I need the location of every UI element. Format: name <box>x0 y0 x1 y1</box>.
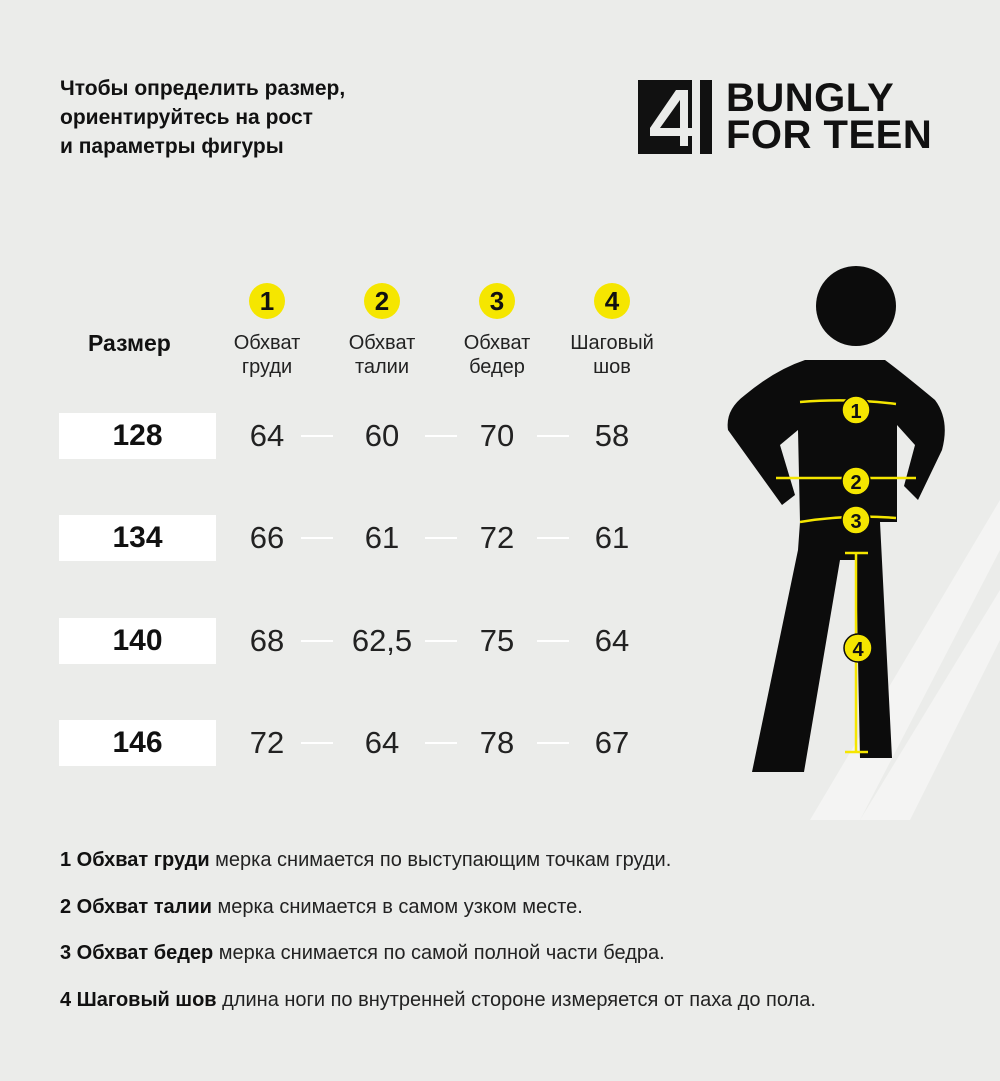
logo-line-1: BUNGLY <box>726 76 895 120</box>
column-header-line: Обхват <box>348 332 416 354</box>
column-header-hips <box>432 331 562 379</box>
column-header-line: Обхват <box>233 332 301 354</box>
logo-wordmark <box>726 76 933 157</box>
size-cell: 128 <box>59 413 216 459</box>
column-header-line: Обхват <box>463 332 531 354</box>
column-number-badge: 2 <box>364 283 400 319</box>
value-cell: 75 <box>479 623 515 658</box>
size-cell: 140 <box>59 618 216 664</box>
column-header-waist <box>317 331 447 379</box>
column-header-line: шов <box>593 356 631 378</box>
legend-item-inseam <box>60 987 816 1013</box>
legend-item-hips <box>60 940 665 966</box>
legend-text: мерка снимается в самом узком месте. <box>211 896 583 918</box>
legend-item-chest <box>60 847 671 873</box>
body-measurement-figure <box>700 260 1000 820</box>
intro-line-3: и параметры фигуры <box>60 135 284 158</box>
svg-text:3: 3 <box>850 511 862 533</box>
column-number-badge: 3 <box>479 283 515 319</box>
legend-text: мерка снимается по самой полной части бедра. <box>213 942 665 964</box>
svg-text:4: 4 <box>852 639 864 661</box>
value-cell: 64 <box>249 418 285 453</box>
column-header-chest <box>202 331 332 379</box>
figure-marker-4 <box>844 634 872 662</box>
column-number-badge: 1 <box>249 283 285 319</box>
size-column-header: Размер <box>88 330 171 356</box>
value-cell: 67 <box>594 725 630 760</box>
figure-marker-1 <box>842 396 870 424</box>
value-cell: 61 <box>364 520 400 555</box>
value-cell: 68 <box>249 623 285 658</box>
svg-text:2: 2 <box>850 472 862 494</box>
legend-term: 1 Обхват груди <box>60 849 210 871</box>
value-cell: 61 <box>594 520 630 555</box>
figure-head <box>816 266 896 346</box>
column-header-inseam <box>547 331 677 379</box>
legend-item-waist <box>60 894 583 920</box>
intro-line-1: Чтобы определить размер, <box>60 77 346 100</box>
column-number-badge: 4 <box>594 283 630 319</box>
figure-marker-3 <box>842 506 870 534</box>
intro-line-2: ориентируйтесь на рост <box>60 106 313 129</box>
legend-term: 3 Обхват бедер <box>60 942 214 964</box>
column-header-line: талии <box>354 356 410 378</box>
value-cell: 72 <box>479 520 515 555</box>
legend-text: мерка снимается по выступающим точкам груди. <box>209 849 672 871</box>
column-header-line: груди <box>241 356 293 378</box>
legend-term: 4 Шаговый шов <box>60 989 217 1011</box>
value-cell: 72 <box>249 725 285 760</box>
value-cell: 66 <box>249 520 285 555</box>
column-header-line: Шаговый <box>570 332 654 354</box>
value-cell: 64 <box>364 725 400 760</box>
column-header-line: бедер <box>469 356 525 378</box>
value-cell: 78 <box>479 725 515 760</box>
value-cell: 70 <box>479 418 515 453</box>
legend-term: 2 Обхват талии <box>60 896 212 918</box>
svg-text:1: 1 <box>850 401 862 423</box>
intro-text <box>60 74 480 161</box>
value-cell: 60 <box>364 418 400 453</box>
logo-four-mark <box>638 80 712 154</box>
value-cell: 64 <box>594 623 630 658</box>
logo-line-2: FOR TEEN <box>726 113 933 157</box>
figure-marker-2 <box>842 467 870 495</box>
value-cell: 62,5 <box>351 623 413 658</box>
size-cell: 134 <box>59 515 216 561</box>
size-cell: 146 <box>59 720 216 766</box>
legend-text: длина ноги по внутренней стороне измеряется от паха до пола. <box>216 989 816 1011</box>
value-cell: 58 <box>594 418 630 453</box>
